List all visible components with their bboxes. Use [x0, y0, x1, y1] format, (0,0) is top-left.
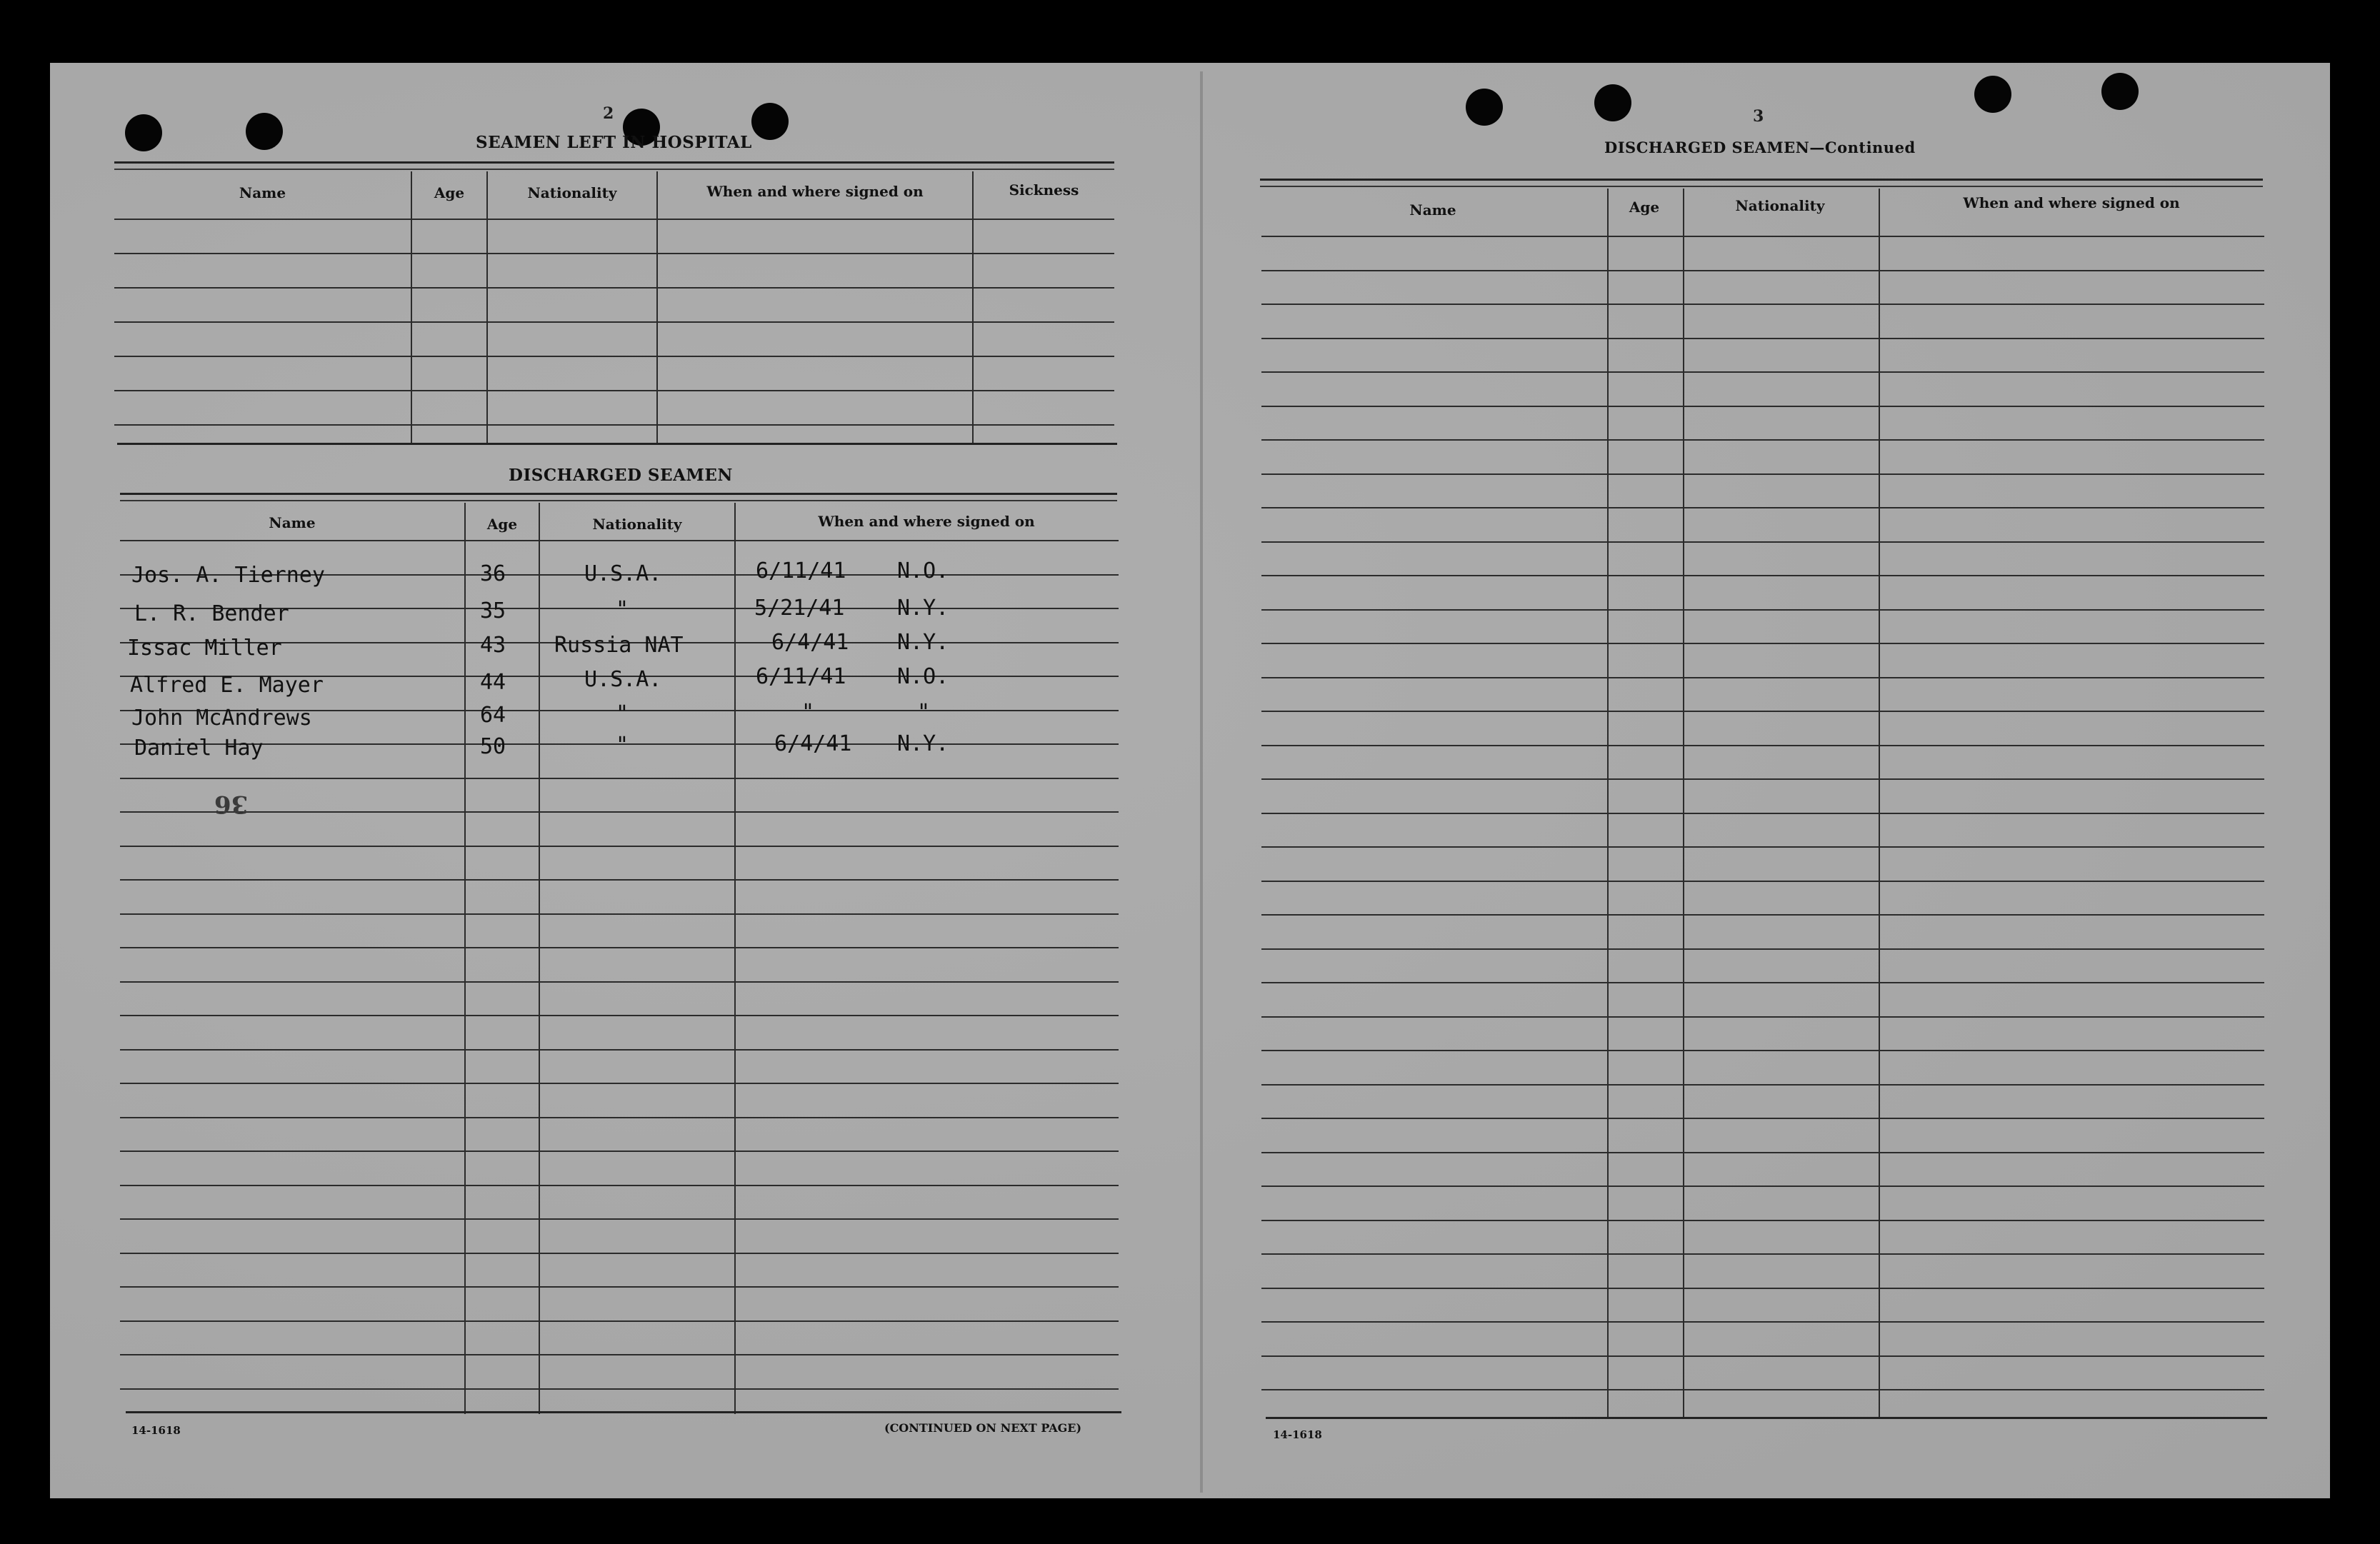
column-header-nationality: Nationality [527, 184, 617, 201]
section-title: DISCHARGED SEAMEN—Continued [1604, 139, 1916, 156]
seaman-name: Alfred E. Mayer [130, 673, 324, 698]
row-line [1261, 846, 2264, 848]
row-line [1261, 745, 2264, 746]
row-line [1261, 881, 2264, 882]
row-line [1261, 439, 2264, 441]
row-line [1261, 1220, 2264, 1221]
row-line [1261, 948, 2264, 950]
punch-hole [1974, 76, 2011, 113]
column-divider [1683, 189, 1684, 1418]
signed-on-place: N.Y. [897, 596, 949, 621]
row-line [114, 390, 1114, 391]
signed-on-place: N.O. [897, 558, 949, 583]
row-line [1261, 473, 2264, 475]
row-line [120, 1185, 1119, 1186]
seaman-nationality: " [616, 733, 629, 758]
seaman-age: 44 [480, 670, 506, 695]
table-bottom-rule [1266, 1417, 2267, 1419]
row-line [1261, 1185, 2264, 1187]
row-line [114, 356, 1114, 357]
row-line [120, 1117, 1119, 1118]
signed-on-place: N.O. [897, 664, 949, 689]
signed-on-date: 5/21/41 [754, 596, 845, 621]
row-line [120, 1151, 1119, 1152]
row-line [1261, 813, 2264, 814]
page-fold [1200, 71, 1203, 1493]
row-line [120, 947, 1119, 948]
seaman-nationality: Russia NAT [554, 633, 684, 658]
seaman-nationality: " [616, 701, 629, 726]
row-line [1261, 406, 2264, 407]
seaman-name: John McAndrews [131, 706, 312, 731]
signed-on-date: 6/11/41 [756, 664, 846, 689]
punch-hole [751, 103, 789, 140]
signed-on-date: " [801, 700, 815, 725]
table-top-rule [114, 161, 1114, 164]
row-line [1261, 1355, 2264, 1357]
row-line [114, 287, 1114, 289]
signed-on-date: 6/4/41 [771, 630, 849, 655]
row-line [1261, 541, 2264, 543]
row-line [1261, 575, 2264, 576]
row-line [1261, 1152, 2264, 1153]
table-top-rule [120, 493, 1117, 495]
row-line [120, 778, 1119, 779]
seaman-name: L. R. Bender [134, 601, 289, 626]
signed-on-place: " [917, 700, 931, 725]
row-line [1261, 1016, 2264, 1018]
section-title: SEAMEN LEFT IN HOSPITAL [476, 133, 752, 152]
continued-note: (CONTINUED ON NEXT PAGE) [884, 1421, 1082, 1435]
seaman-age: 64 [480, 703, 506, 728]
row-line [120, 1320, 1119, 1322]
column-header-age: Age [486, 516, 518, 533]
row-line [1261, 1288, 2264, 1289]
column-divider [411, 171, 412, 443]
column-divider [656, 171, 658, 443]
row-line [1261, 1084, 2264, 1086]
row-line [120, 913, 1119, 915]
seaman-nationality: U.S.A. [584, 667, 662, 692]
row-line [1261, 609, 2264, 611]
seaman-name: Jos. A. Tierney [131, 563, 325, 588]
row-line [120, 811, 1119, 813]
page-number: 3 [1753, 107, 1764, 126]
handwritten-mark: 36 [214, 790, 249, 818]
seaman-nationality: U.S.A. [584, 561, 662, 586]
column-header-signed-on: When and where signed on [818, 513, 1035, 530]
row-line [114, 219, 1114, 220]
column-divider [539, 503, 540, 1414]
row-line [1261, 338, 2264, 339]
table-bottom-rule [117, 443, 1117, 445]
seaman-age: 50 [480, 734, 506, 759]
row-line [1261, 270, 2264, 271]
column-header-name: Name [1409, 201, 1456, 219]
row-line [1261, 914, 2264, 916]
row-line [1261, 711, 2264, 712]
column-divider [1879, 189, 1880, 1418]
row-line [120, 981, 1119, 983]
row-line [120, 1049, 1119, 1051]
row-line [114, 321, 1114, 323]
row-line [120, 879, 1119, 881]
row-line [1261, 677, 2264, 678]
seaman-age: 35 [480, 598, 506, 623]
punch-hole [1594, 84, 1631, 121]
column-header-name: Name [239, 184, 286, 201]
row-line [1261, 304, 2264, 305]
signed-on-date: 6/11/41 [756, 558, 846, 583]
section-title: DISCHARGED SEAMEN [509, 466, 733, 485]
row-line [120, 1253, 1119, 1254]
column-divider [486, 171, 488, 443]
column-divider [1607, 189, 1609, 1418]
row-line [1261, 1321, 2264, 1323]
signed-on-place: N.Y. [897, 630, 949, 655]
row-line [1261, 236, 2264, 237]
column-header-signed-on: When and where signed on [706, 183, 924, 200]
row-line [1261, 643, 2264, 644]
seaman-name: Daniel Hay [134, 736, 264, 761]
row-line [114, 424, 1114, 426]
row-line [120, 1388, 1119, 1390]
form-number: 14-1618 [1273, 1428, 1322, 1441]
document-sheet [50, 63, 2330, 1498]
row-line [1261, 778, 2264, 780]
row-line [1261, 982, 2264, 983]
row-line [120, 540, 1119, 541]
seaman-age: 36 [480, 561, 506, 586]
row-line [120, 1354, 1119, 1355]
punch-hole [125, 114, 162, 151]
column-header-name: Name [269, 514, 316, 531]
row-line [1261, 371, 2264, 373]
row-line [1261, 1118, 2264, 1119]
column-header-sickness: Sickness [1009, 181, 1079, 199]
table-top-rule [114, 169, 1114, 170]
table-top-rule [120, 500, 1117, 501]
row-line [120, 1286, 1119, 1288]
seaman-name: Issac Miller [127, 636, 282, 661]
row-line [120, 1218, 1119, 1220]
column-header-signed-on: When and where signed on [1963, 194, 2180, 211]
signed-on-date: 6/4/41 [774, 731, 852, 756]
row-line [120, 1015, 1119, 1016]
row-line [1261, 1050, 2264, 1051]
row-line [120, 1083, 1119, 1084]
column-divider [734, 503, 736, 1414]
column-header-nationality: Nationality [1735, 197, 1825, 214]
punch-hole [1466, 89, 1503, 126]
page-number: 2 [603, 104, 614, 123]
form-number: 14-1618 [131, 1424, 181, 1437]
row-line [120, 846, 1119, 847]
table-bottom-rule [126, 1411, 1121, 1413]
signed-on-place: N.Y. [897, 731, 949, 756]
column-header-age: Age [434, 184, 465, 201]
punch-hole [246, 113, 283, 150]
row-line [1261, 507, 2264, 508]
column-divider [464, 503, 466, 1414]
table-top-rule [1260, 179, 2263, 181]
column-divider [972, 171, 974, 443]
column-header-age: Age [1629, 199, 1660, 216]
column-header-nationality: Nationality [592, 516, 682, 533]
table-top-rule [1260, 186, 2263, 187]
seaman-age: 43 [480, 633, 506, 658]
row-line [114, 253, 1114, 254]
seaman-nationality: " [616, 597, 629, 622]
punch-hole [2101, 73, 2139, 110]
row-line [1261, 1253, 2264, 1255]
row-line [1261, 1389, 2264, 1390]
